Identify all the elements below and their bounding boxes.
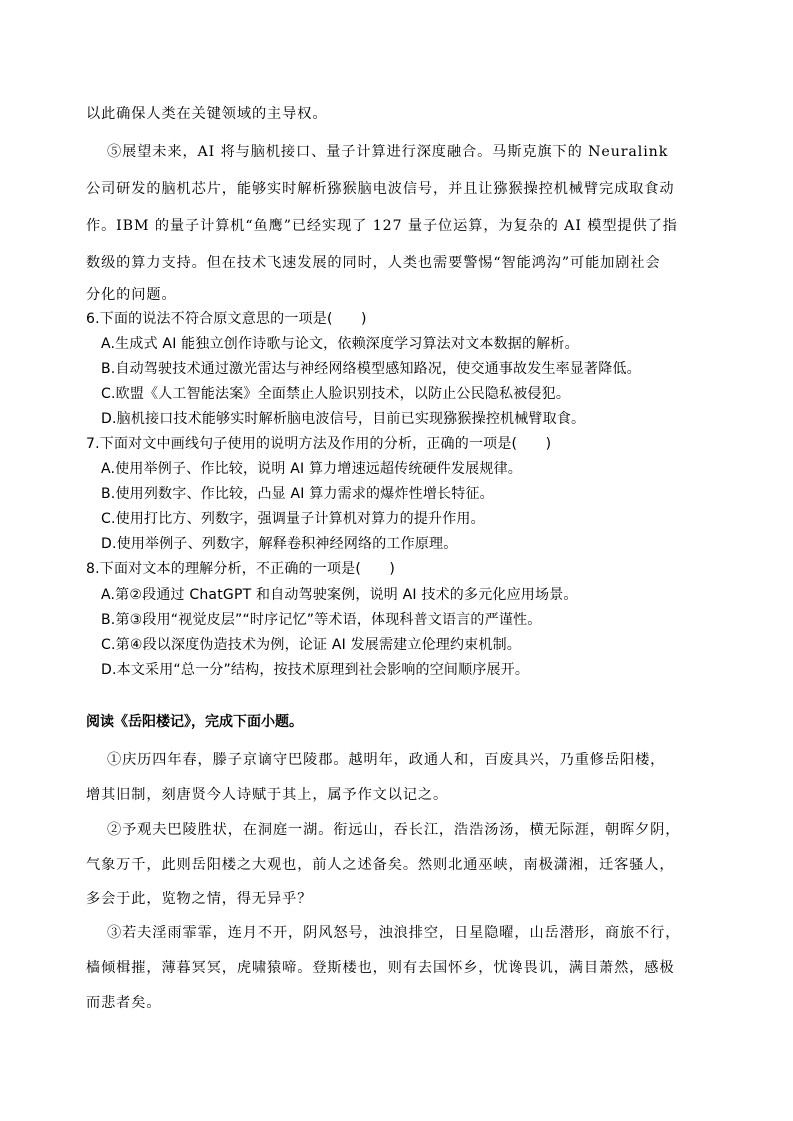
question-8-option-c: C.第④段以深度伪造技术为例，论证 AI 发展需建立伦理约束机制。 [101,637,521,653]
question-6-option-c: C.欧盟《人工智能法案》全面禁止人脸识别技术，以防止公民隐私被侵犯。 [101,386,571,402]
classical-line: 增其旧制，刻唐贤今人诗赋于其上，属予作文以记之。 [86,787,449,803]
passage-line: 作。IBM 的量子计算机“鱼鹰”已经实现了 127 量子位运算，为复杂的 AI 模型提供了指 [86,218,678,234]
question-6-option-b: B.自动驾驶技术通过激光雷达与神经网络模型感知路况，使交通事故发生率显著降低。 [101,361,641,377]
classical-line: ②予观夫巴陵胜状，在洞庭一湖。衔远山，吞长江，浩浩汤汤，横无际涯，朝晖夕阴， [107,822,681,838]
question-7-option-d: D.使用举例子、列数字，解释卷积神经网络的工作原理。 [101,536,458,552]
question-6-option-d: D.脑机接口技术能够实时解析脑电波信号，目前已实现猕猴操控机械臂取食。 [101,411,586,427]
passage-line: 数级的算力支持。但在技术飞速发展的同时，人类也需要警惕“智能鸿沟”可能加剧社会 [86,255,661,271]
classical-line: 樯倾楫摧，薄暮冥冥，虎啸猿啼。登斯楼也，则有去国怀乡，忧谗畏讥，满目萧然，感极 [86,960,675,976]
question-8-option-b: B.第③段用“视觉皮层”“时序记忆”等术语，体现科普文语言的严谨性。 [101,612,542,628]
reading-heading: 阅读《岳阳楼记》，完成下面小题。 [86,714,303,730]
question-6-option-a: A.生成式 AI 能独立创作诗歌与论文，依赖深度学习算法对文本数据的解析。 [101,336,579,352]
question-7-stem: 7.下面对文中画线句子使用的说明方法及作用的分析，正确的一项是( ) [86,436,552,452]
classical-line: 而悲者矣。 [86,995,162,1011]
passage-line: 以此确保人类在关键领域的主导权。 [86,106,328,122]
classical-line: ③若夫淫雨霏霏，连月不开，阴风怒号，浊浪排空，日星隐曜，山岳潜形，商旅不行， [107,925,681,941]
passage-line: 公司研发的脑机芯片，能够实时解析猕猴脑电波信号，并且让猕猴操控机械臂完成取食动 [86,181,675,197]
classical-line: 气象万千，此则岳阳楼之大观也，前人之述备矣。然则北通巫峡，南极潇湘，迁客骚人， [86,857,675,873]
question-8-option-d: D.本文采用“总一分”结构，按技术原理到社会影响的空间顺序展开。 [101,662,530,678]
question-7-option-b: B.使用列数字、作比较，凸显 AI 算力需求的爆炸性增长特征。 [101,486,494,502]
passage-line: 分化的问题。 [86,287,177,303]
question-7-option-a: A.使用举例子、作比较，说明 AI 算力增速远超传统硬件发展规律。 [101,461,522,477]
classical-line: 多会于此，览物之情，得无异乎？ [86,891,313,907]
classical-line: ①庆历四年春，滕子京谪守巴陵郡。越明年，政通人和，百废具兴，乃重修岳阳楼， [107,752,666,768]
question-6-stem: 6.下面的说法不符合原文意思的一项是( ) [86,311,367,327]
question-8-option-a: A.第②段通过 ChatGPT 和自动驾驶案例，说明 AI 技术的多元化应用场景。 [101,587,578,603]
passage-line: ⑤展望未来，AI 将与脑机接口、量子计算进行深度融合。马斯克旗下的 Neuralink [107,144,669,160]
question-8-stem: 8.下面对文本的理解分析，不正确的一项是( ) [86,561,396,577]
question-7-option-c: C.使用打比方、列数字，强调量子计算机对算力的提升作用。 [101,511,485,527]
